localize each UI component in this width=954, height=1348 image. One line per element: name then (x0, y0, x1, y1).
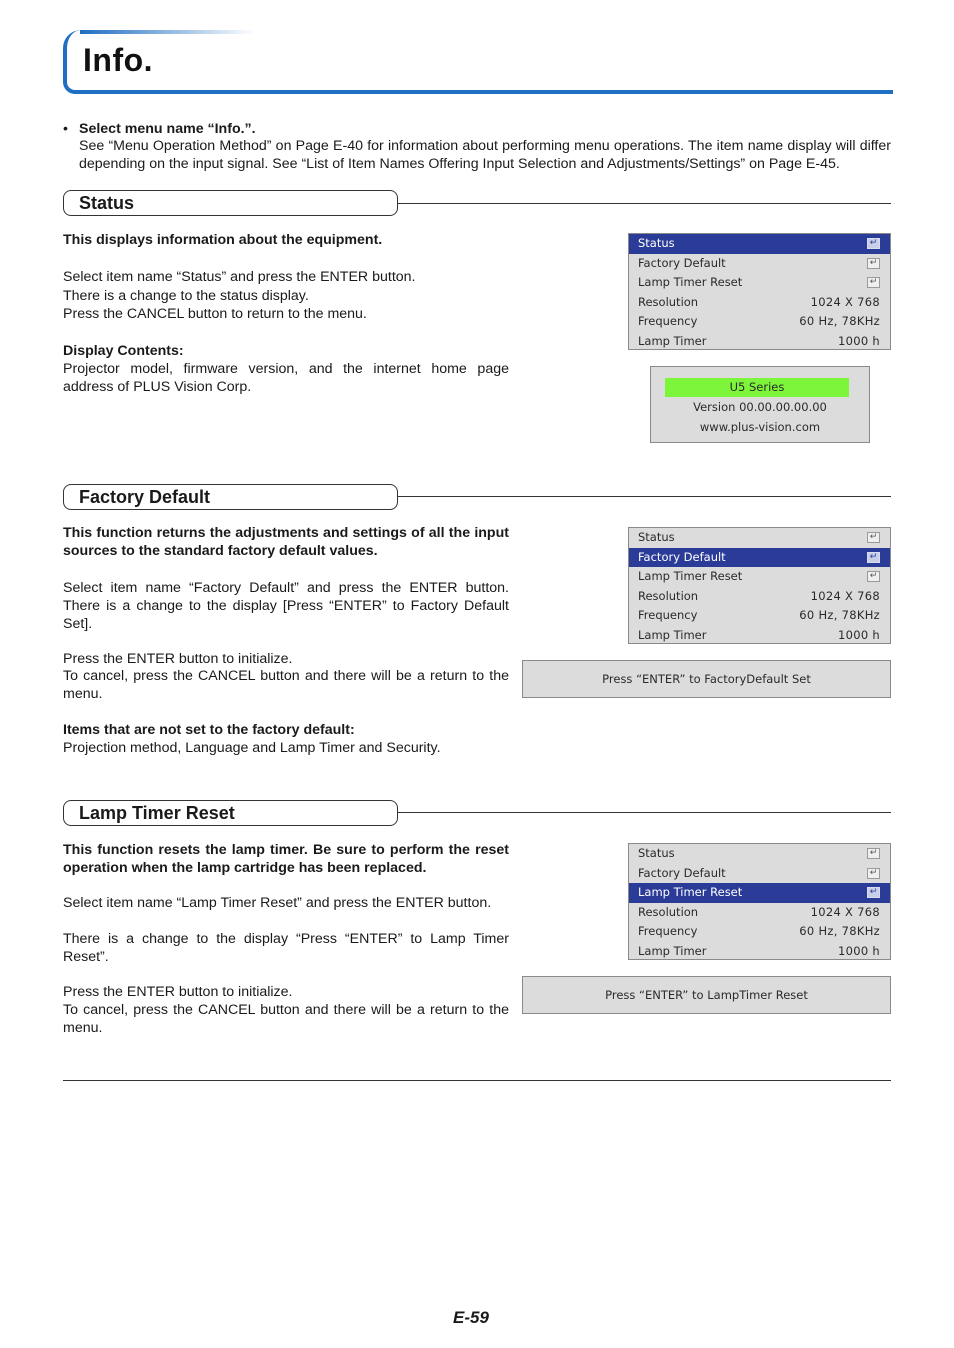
lamp-p3b: To cancel, press the CANCEL button and there will be a return to the menu. (63, 1002, 509, 1036)
enter-icon: ↵ (867, 552, 880, 563)
title-frame (63, 30, 893, 94)
lamp-lead: This function resets the lamp timer. Be sure to perform the reset operation when the lamp cartridge has been replaced. (63, 842, 509, 876)
intro-body: See “Menu Operation Method” on Page E-40 for information about performing menu operations. The item name display will differ depending on the input signal. See “List of Item Names Offering Input Selection and Adjustments/Settings” on Page E-45. (79, 138, 891, 172)
intro-bullet: • (63, 121, 68, 137)
status-contents-label: Display Contents: (63, 343, 184, 359)
page-number: E-59 (453, 1308, 489, 1327)
factory-default-message: Press “ENTER” to FactoryDefault Set (602, 672, 811, 686)
lamp-p2: There is a change to the display “Press “ENTER” to Lamp Timer Reset”. (63, 931, 509, 965)
factory-p2b: To cancel, press the CANCEL button and there will be a return to the menu. (63, 668, 509, 702)
menu-row-lamp-timer-reset[interactable]: Lamp Timer Reset ↵ (629, 883, 890, 903)
section-heading-status: Status (63, 190, 398, 216)
menu-row-frequency: Frequency 60 Hz, 78KHz (638, 314, 880, 328)
menu-row-lamp-timer: Lamp Timer 1000 h (638, 627, 880, 642)
enter-icon: ↵ (867, 277, 880, 288)
status-contents-body: Projector model, firmware version, and the internet home page address of PLUS Vision Corp. (63, 361, 509, 395)
enter-icon: ↵ (867, 258, 880, 269)
menu-row-factory-default[interactable]: Factory Default ↵ (629, 548, 890, 568)
enter-icon: ↵ (867, 848, 880, 859)
menu-row-resolution: Resolution 1024 X 768 (638, 904, 880, 919)
factory-notset-label: Items that are not set to the factory default: (63, 722, 355, 738)
lamp-p1: Select item name “Lamp Timer Reset” and press the ENTER button. (63, 895, 492, 911)
menu-row-resolution: Resolution 1024 X 768 (638, 294, 880, 309)
info-version: Version 00.00.00.00.00 (693, 400, 827, 414)
menu-row-factory-default[interactable]: Factory Default ↵ (629, 254, 890, 274)
factory-p2a: Press the ENTER button to initialize. (63, 651, 293, 667)
menu-row-lamp-timer: Lamp Timer 1000 h (638, 333, 880, 348)
section-rule (397, 812, 891, 813)
osd-menu-lamp-timer-reset (628, 843, 891, 960)
section-heading-factory-default: Factory Default (63, 484, 398, 510)
osd-menu-status (628, 233, 891, 350)
factory-lead: This function returns the adjustments and settings of all the input sources to the standard factory default values. (63, 525, 509, 559)
factory-p1: Select item name “Factory Default” and press the ENTER button. There is a change to the display [Press “ENTER” to Factory Default Set]. (63, 580, 509, 632)
menu-row-frequency: Frequency 60 Hz, 78KHz (638, 924, 880, 938)
enter-icon: ↵ (867, 571, 880, 582)
menu-row-lamp-timer-reset[interactable]: Lamp Timer Reset ↵ (629, 567, 890, 587)
menu-row-resolution: Resolution 1024 X 768 (638, 588, 880, 603)
page-title: Info. (83, 42, 154, 78)
lamp-timer-reset-message: Press “ENTER” to LampTimer Reset (605, 988, 808, 1002)
menu-row-status[interactable]: Status ↵ (629, 844, 890, 864)
intro-lead: Select menu name “Info.”. (79, 121, 256, 137)
menu-row-status[interactable]: Status ↵ (629, 234, 890, 254)
menu-row-status[interactable]: Status ↵ (629, 528, 890, 548)
status-lead: This displays information about the equipment. (63, 232, 383, 248)
factory-default-message-box (522, 660, 891, 698)
factory-notset-body: Projection method, Language and Lamp Timer and Security. (63, 740, 441, 756)
section-rule (397, 203, 891, 204)
osd-menu-factory-default (628, 527, 891, 644)
lamp-p3a: Press the ENTER button to initialize. (63, 984, 293, 1000)
status-p3: Press the CANCEL button to return to the menu. (63, 306, 367, 322)
enter-icon: ↵ (867, 887, 880, 898)
footer-rule (63, 1080, 891, 1081)
menu-row-frequency: Frequency 60 Hz, 78KHz (638, 608, 880, 622)
info-url: www.plus-vision.com (699, 420, 821, 434)
enter-icon: ↵ (867, 238, 880, 249)
info-model: U5 Series (665, 378, 849, 397)
menu-row-lamp-timer: Lamp Timer 1000 h (638, 943, 880, 958)
title-accent-line (80, 30, 255, 34)
menu-row-lamp-timer-reset[interactable]: Lamp Timer Reset ↵ (629, 273, 890, 293)
section-heading-lamp-timer-reset: Lamp Timer Reset (63, 800, 398, 826)
lamp-timer-reset-message-box (522, 976, 891, 1014)
enter-icon: ↵ (867, 532, 880, 543)
status-p2: There is a change to the status display. (63, 288, 309, 304)
status-p1: Select item name “Status” and press the ENTER button. (63, 269, 416, 285)
enter-icon: ↵ (867, 868, 880, 879)
status-info-display (650, 366, 870, 443)
menu-row-factory-default[interactable]: Factory Default ↵ (629, 864, 890, 884)
section-rule (397, 496, 891, 497)
